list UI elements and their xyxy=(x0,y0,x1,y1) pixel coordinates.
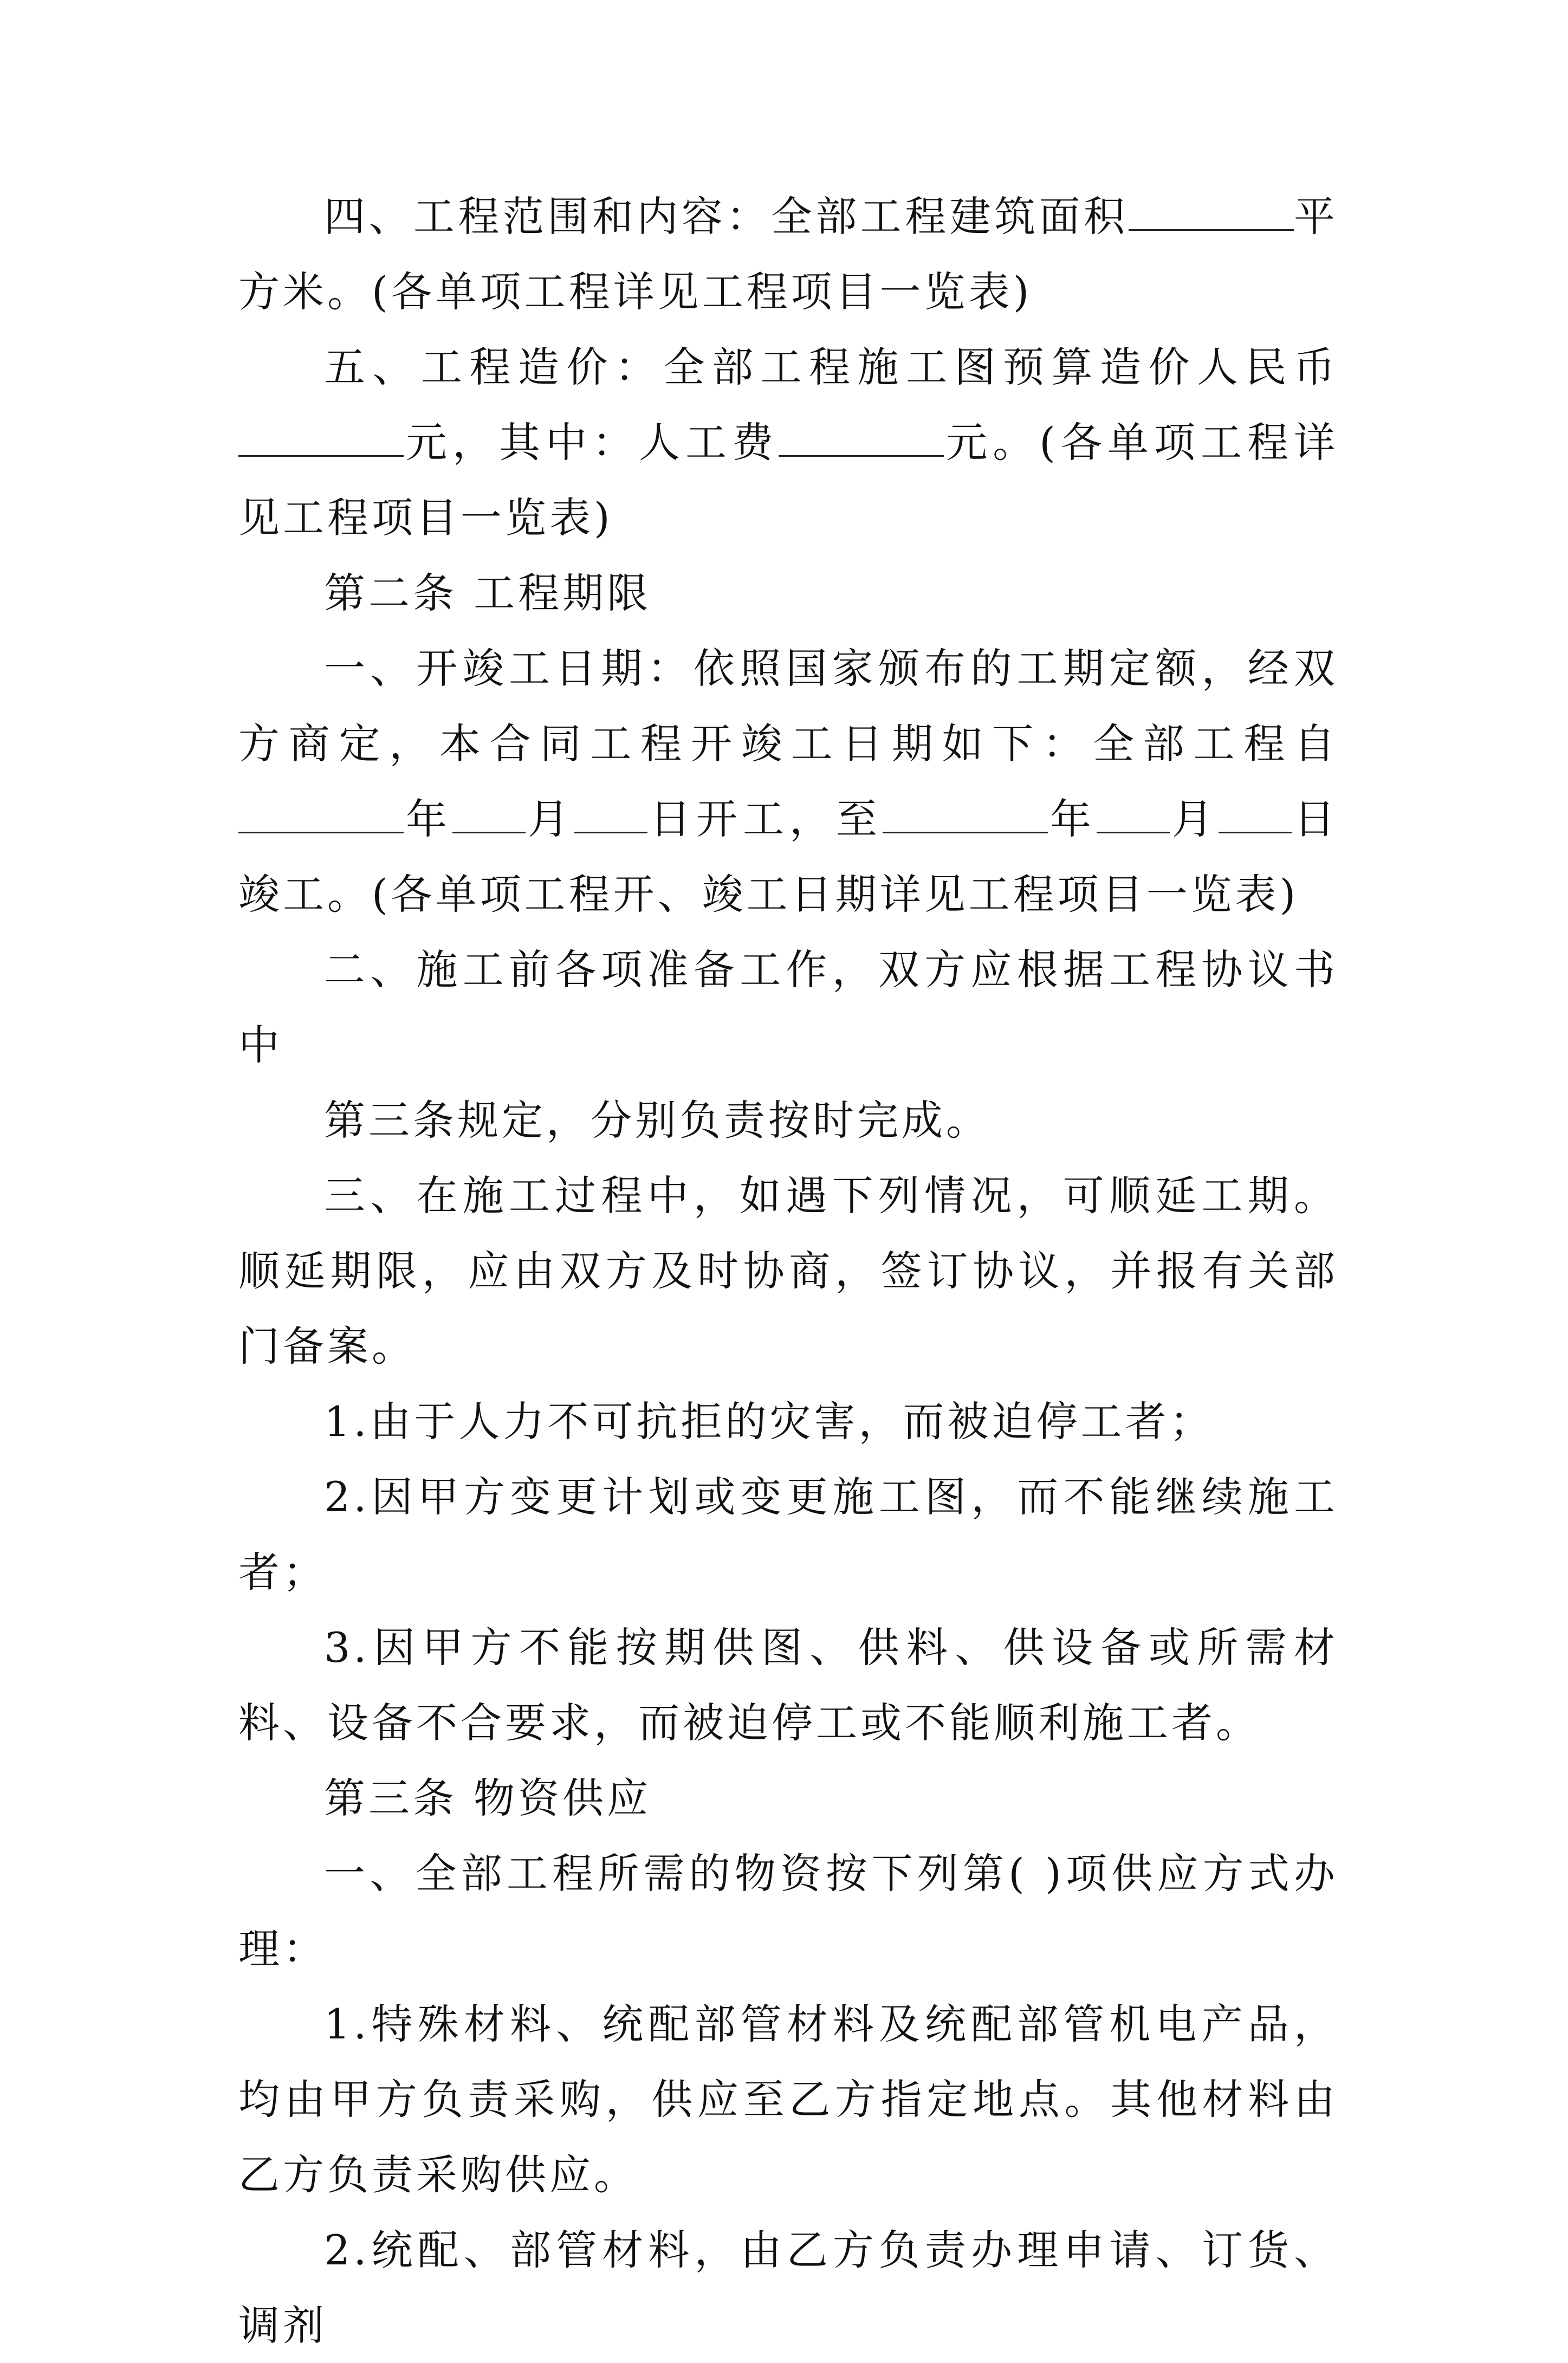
cost-text-mid: 元，其中：人工费 xyxy=(404,418,779,467)
list-item-1: 1.由于人力不可抗拒的灾害，而被迫停工者； xyxy=(324,1397,1214,1446)
scope-text: 四、工程范围和内容：全部工程建筑面积 xyxy=(324,192,1129,241)
start-year-blank xyxy=(238,795,404,833)
end-day-blank xyxy=(1219,795,1292,833)
end-label: 日竣工。(各单项工程开、竣工日期详见工程项目一览表) xyxy=(238,795,1338,918)
list-item-3: 3.因甲方不能按期供图、供料、供设备或所需材料、设备不合要求，而被迫停工或不能顺利施工者。 xyxy=(238,1623,1338,1747)
cost-blank xyxy=(238,419,404,457)
end-month-label: 月 xyxy=(1170,795,1219,843)
scope-text-tail: 平方米。(各单项工程详见工程项目一览表) xyxy=(238,192,1339,316)
labor-cost-blank xyxy=(779,419,944,457)
cost-text: 五、工程造价：全部工程施工图预算造价人民币 xyxy=(324,343,1338,391)
start-day-blank xyxy=(574,795,647,833)
paragraph-preparation: 二、施工前各项准备工作，双方应根据工程协议书中 xyxy=(238,946,1338,1069)
cost-text-tail: 元。(各单项工程详见工程项目一览表) xyxy=(238,418,1338,542)
year-label: 年 xyxy=(404,795,452,843)
article-2-heading: 第二条 工程期限 xyxy=(324,569,652,617)
paragraph-supply: 一、全部工程所需的物资按下列第( )项供应方式办理： xyxy=(238,1849,1338,1973)
paragraph-preparation-cont: 第三条规定，分别负责按时完成。 xyxy=(324,1096,990,1144)
article-3-heading: 第三条 物资供应 xyxy=(324,1774,652,1822)
paragraph-extension: 三、在施工过程中，如遇下列情况，可顺延工期。顺延期限，应由双方及时协商，签订协议，并报有关部门备案。 xyxy=(238,1171,1338,1370)
end-month-blank xyxy=(1097,795,1170,833)
start-label: 日开工，至 xyxy=(647,795,883,843)
list-item-2: 2.因甲方变更计划或变更施工图，而不能继续施工者； xyxy=(238,1473,1338,1596)
supply-item-2: 2.统配、部管材料，由乙方负责办理申请、订货、调剂 xyxy=(238,2226,1338,2349)
supply-item-1: 1.特殊材料、统配部管材料及统配部管机电产品，均由甲方负责采购，供应至乙方指定地点。其他材料由乙方负责采购供应。 xyxy=(238,2000,1338,2199)
schedule-text: 一、开竣工日期：依照国家颁布的工期定额，经双方商定，本合同工程开竣工日期如下：全部工程自 xyxy=(238,644,1338,768)
paragraph-schedule xyxy=(238,631,1338,932)
end-year-blank xyxy=(883,795,1048,833)
paragraph-scope xyxy=(238,179,1338,329)
document-body xyxy=(238,179,1338,2363)
area-blank xyxy=(1129,193,1294,231)
start-month-blank xyxy=(452,795,526,833)
end-year-label: 年 xyxy=(1048,795,1097,843)
month-label: 月 xyxy=(526,795,574,843)
paragraph-cost xyxy=(238,329,1338,555)
